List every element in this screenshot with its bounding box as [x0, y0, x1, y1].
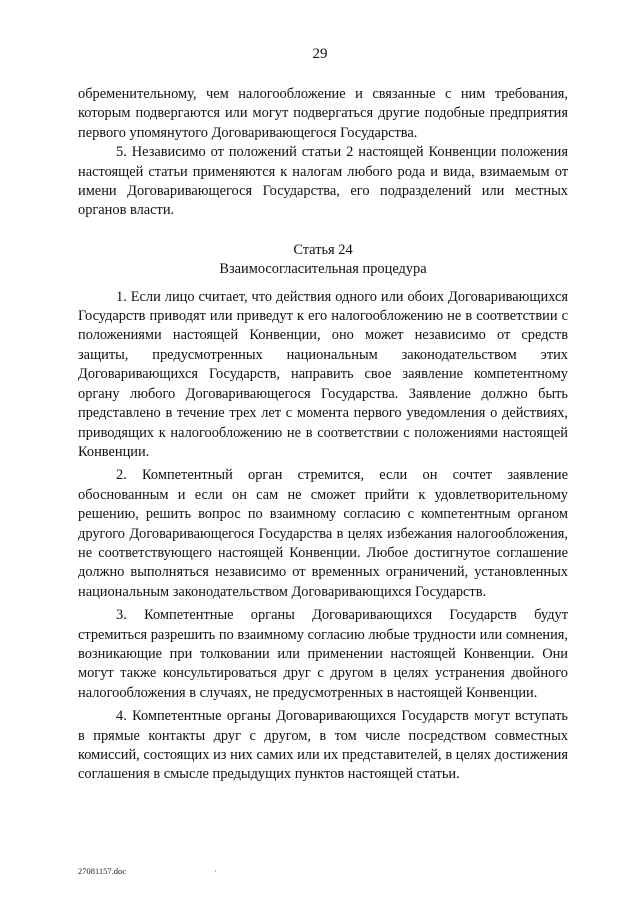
- article-title: Взаимосогласительная процедура: [219, 261, 427, 278]
- footer-filename: 27081157.doc: [78, 866, 127, 876]
- page-number: 29: [312, 46, 328, 62]
- article-paragraph-1: 1. Если лицо считает, что действия одного или обоих Договаривающихся Государств приводят или приведут к его налогообложению не в соответствии с положениями настоящей Конвенции, оно может независимо от средств защиты, предусмотренных национальным законодательством этих Договаривающихся Государств, направить свое заявление компетентному органу любого Договаривающегося Государства. Заявление должно быть представлено в течение трех лет с момента первого уведомления о действиях, приводящих к налогообложению не в соответствии с положениями настоящей Конвенции.: [78, 288, 568, 460]
- paragraph-5: 5. Независимо от положений статьи 2 настоящей Конвенции положения настоящей статьи применяются к налогам любого рода и вида, взимаемым от имени Договаривающегося Государства, его подразделений или местных органов власти.: [78, 144, 568, 219]
- footer-mark: ·: [214, 867, 217, 876]
- article-paragraph-4: 4. Компетентные органы Договаривающихся Государств могут вступать в прямые контакты друг с другом, в том числе посредством совместных комиссий, состоящих из них самих или их представителей, в целях достижения соглашения в смысле предыдущих пунктов настоящей статьи.: [78, 708, 568, 783]
- article-paragraph-2: 2. Компетентный орган стремится, если он сочтет заявление обоснованным и если он сам не сможет прийти к удовлетворительному решению, решить вопрос по взаимному согласию с компетентным органом другого Договаривающегося Государства в целях избежания налогообложения, не соответствующего настоящей Конвенции. Любое достигнутое соглашение должно выполняться независимо от временных ограничений, установленных национальным законодательством Договаривающихся Государств.: [78, 467, 568, 600]
- article-heading: Статья 24: [293, 241, 353, 258]
- continuation-paragraph: обременительному, чем налогообложение и связанные с ним требования, которым подвергаются или могут подвергаться другие подобные предприятия первого упомянутого Договаривающегося Государства.: [78, 86, 568, 141]
- document-body: [78, 85, 568, 785]
- article-paragraph-3: 3. Компетентные органы Договаривающихся Государств будут стремиться разрешить по взаимному согласию любые трудности или сомнения, возникающие при толковании или применении настоящей Конвенции. Они могут также консультироваться друг с другом в целях устранения двойного налогообложения в случаях, не предусмотренных в настоящей Конвенции.: [78, 607, 568, 701]
